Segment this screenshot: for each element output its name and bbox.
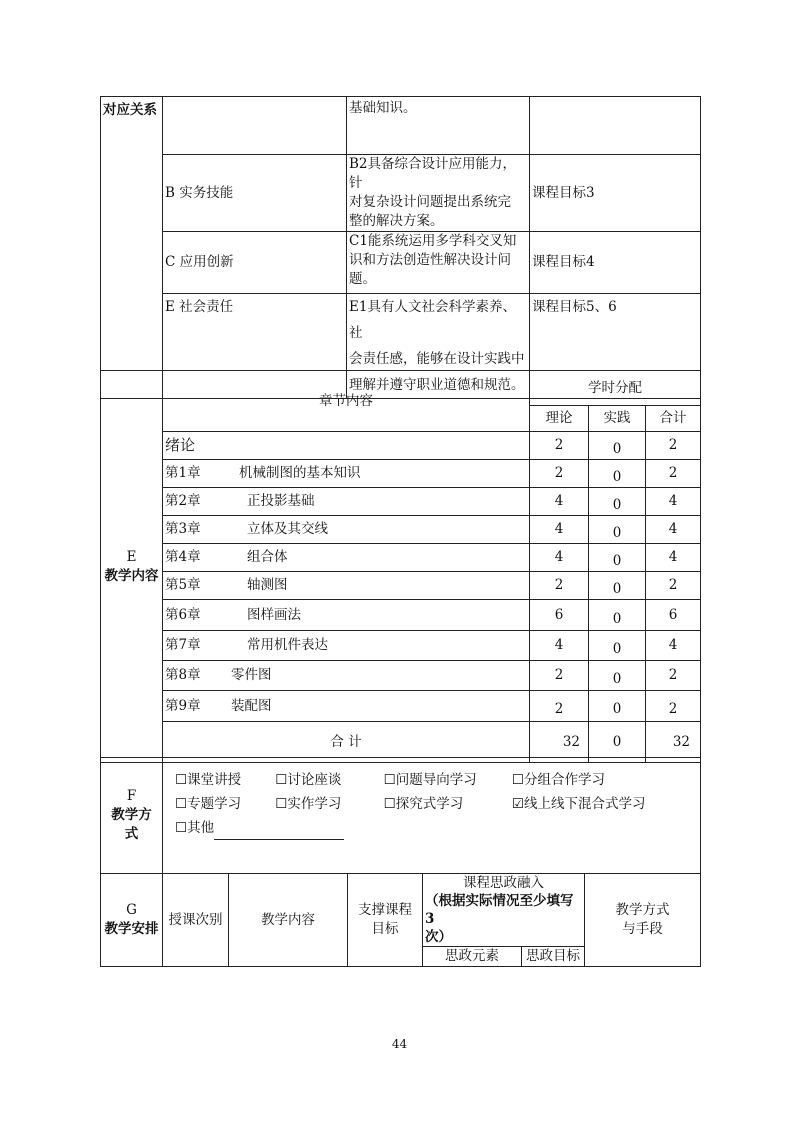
checkbox-icon[interactable]: ☐ bbox=[383, 772, 396, 788]
method-option-blended[interactable]: ☑线上线下混合式学习 bbox=[511, 796, 646, 812]
checkbox-icon[interactable]: ☐ bbox=[175, 796, 188, 812]
total-cell: 4 bbox=[646, 516, 701, 544]
method-option-group[interactable]: ☐分组合作学习 bbox=[511, 772, 605, 788]
practice-cell: 0 bbox=[589, 691, 646, 722]
sum-total: 32 bbox=[646, 722, 701, 763]
theory-cell: 4 bbox=[530, 544, 589, 572]
practice-cell: 0 bbox=[589, 544, 646, 572]
hours-header: 学时分配 bbox=[530, 371, 701, 406]
total-cell: 2 bbox=[646, 572, 701, 600]
goal-cell: 课程目标4 bbox=[530, 232, 701, 294]
total-cell: 6 bbox=[646, 600, 701, 631]
category-cell: C 应用创新 bbox=[163, 232, 347, 294]
category-cell bbox=[163, 97, 347, 155]
total-cell: 2 bbox=[646, 691, 701, 722]
chapter-cell: 第1章 机械制图的基本知识 bbox=[163, 460, 530, 488]
method-option-discussion[interactable]: ☐讨论座谈 bbox=[275, 772, 342, 788]
total-cell: 4 bbox=[646, 488, 701, 516]
practice-cell: 0 bbox=[589, 432, 646, 460]
total-cell: 4 bbox=[646, 544, 701, 572]
requirement-cell: B2具备综合设计应用能力，针 对复杂设计问题提出系统完 整的解决方案。 bbox=[347, 155, 530, 232]
table-row bbox=[101, 460, 701, 488]
other-blank-field[interactable] bbox=[214, 824, 344, 840]
category-cell: E 社会责任 bbox=[163, 294, 347, 399]
ideology-element-header: 思政元素 bbox=[423, 947, 522, 967]
theory-cell: 6 bbox=[530, 600, 589, 631]
sum-label: 合 计 bbox=[163, 722, 530, 763]
theory-cell: 4 bbox=[530, 488, 589, 516]
chapter-cell: 第6章 图样画法 bbox=[163, 600, 530, 631]
sum-practice: 0 bbox=[589, 722, 646, 763]
practice-cell: 0 bbox=[589, 600, 646, 631]
checkbox-icon[interactable]: ☐ bbox=[275, 796, 288, 812]
chapter-cell: 第3章 立体及其交线 bbox=[163, 516, 530, 544]
chapter-cell: 第2章 正投影基础 bbox=[163, 488, 530, 516]
theory-cell: 2 bbox=[530, 661, 589, 691]
theory-cell: 2 bbox=[530, 432, 589, 460]
theory-header: 理论 bbox=[530, 406, 589, 432]
content-header: 教学内容 bbox=[229, 874, 348, 967]
practice-cell: 0 bbox=[589, 460, 646, 488]
checkbox-icon[interactable]: ☐ bbox=[511, 772, 524, 788]
teaching-arrangement-table bbox=[100, 873, 701, 967]
method-option-practice[interactable]: ☐实作学习 bbox=[275, 796, 342, 812]
goal-cell: 课程目标3 bbox=[530, 155, 701, 232]
method-option-inquiry[interactable]: ☐探究式学习 bbox=[383, 796, 464, 812]
requirement-cell: 基础知识。 bbox=[347, 97, 530, 155]
chapter-cell: 第4章 组合体 bbox=[163, 544, 530, 572]
total-cell: 4 bbox=[646, 631, 701, 661]
theory-cell: 4 bbox=[530, 516, 589, 544]
sum-theory: 32 bbox=[530, 722, 589, 763]
theory-cell: 2 bbox=[530, 572, 589, 600]
checkbox-icon[interactable]: ☐ bbox=[175, 820, 188, 836]
practice-cell: 0 bbox=[589, 661, 646, 691]
table-row bbox=[101, 544, 701, 572]
total-cell: 2 bbox=[646, 661, 701, 691]
method-option-topic[interactable]: ☐专题学习 bbox=[175, 796, 242, 812]
chapter-cell: 绪论 bbox=[163, 432, 530, 460]
teaching-methods-table bbox=[100, 757, 701, 874]
chapter-cell: 第9章 装配图 bbox=[163, 691, 530, 722]
method-option-other[interactable]: ☐其他 bbox=[175, 816, 344, 840]
total-header: 合计 bbox=[646, 406, 701, 432]
correspondence-table bbox=[100, 96, 701, 399]
ideology-goal-header: 思政目标 bbox=[522, 947, 585, 967]
page-number: 44 bbox=[391, 1037, 408, 1051]
support-goal-header: 支撑课程 目标 bbox=[348, 874, 423, 967]
requirement-cell: C1能系统运用多学科交叉知 识和方法创造性解决设计问 题。 bbox=[347, 232, 530, 294]
table-row bbox=[101, 432, 701, 460]
chapter-cell: 第8章 零件图 bbox=[163, 661, 530, 691]
chapter-cell: 第7章 常用机件表达 bbox=[163, 631, 530, 661]
checkbox-icon[interactable]: ☐ bbox=[175, 772, 188, 788]
method-header: 教学方式 与手段 bbox=[585, 874, 701, 967]
checkbox-icon[interactable]: ☐ bbox=[275, 772, 288, 788]
table-row bbox=[101, 516, 701, 544]
total-cell: 2 bbox=[646, 460, 701, 488]
table-row bbox=[101, 600, 701, 631]
table-row bbox=[101, 488, 701, 516]
table-row bbox=[101, 661, 701, 691]
chapter-cell: 第5章 轴测图 bbox=[163, 572, 530, 600]
teaching-content-table bbox=[100, 370, 701, 763]
teaching-arrangement-label: G 教学安排 bbox=[101, 874, 163, 967]
practice-cell: 0 bbox=[589, 631, 646, 661]
table-row bbox=[101, 572, 701, 600]
teaching-methods-options bbox=[163, 758, 701, 874]
session-header: 授课次别 bbox=[163, 874, 229, 967]
theory-cell: 4 bbox=[530, 631, 589, 661]
table-row bbox=[101, 691, 701, 722]
practice-cell: 0 bbox=[589, 572, 646, 600]
chapter-content-header: 章节内容 bbox=[163, 371, 530, 432]
total-cell: 2 bbox=[646, 432, 701, 460]
ideology-header: 课程思政融入 （根据实际情况至少填写3 次） bbox=[423, 874, 585, 947]
checked-checkbox-icon[interactable]: ☑ bbox=[511, 796, 524, 812]
goal-cell: 课程目标5、6 bbox=[530, 294, 701, 399]
checkbox-icon[interactable]: ☐ bbox=[383, 796, 396, 812]
goal-cell bbox=[530, 97, 701, 155]
theory-cell: 2 bbox=[530, 691, 589, 722]
theory-cell: 2 bbox=[530, 460, 589, 488]
practice-cell: 0 bbox=[589, 488, 646, 516]
category-cell: B 实务技能 bbox=[163, 155, 347, 232]
method-option-lecture[interactable]: ☐课堂讲授 bbox=[175, 772, 242, 788]
practice-cell: 0 bbox=[589, 516, 646, 544]
method-option-problem-based[interactable]: ☐问题导向学习 bbox=[383, 772, 477, 788]
requirement-cell: E1具有人文社会科学素养、社 会责任感，能够在设计实践中 理解并遵守职业道德和规范。 bbox=[347, 294, 530, 399]
teaching-methods-label: F 教学方 式 bbox=[101, 758, 163, 874]
practice-header: 实践 bbox=[589, 406, 646, 432]
table-row bbox=[101, 631, 701, 661]
correspondence-label: 对应关系 bbox=[101, 97, 163, 399]
teaching-content-label: E 教学内容 bbox=[101, 371, 163, 763]
